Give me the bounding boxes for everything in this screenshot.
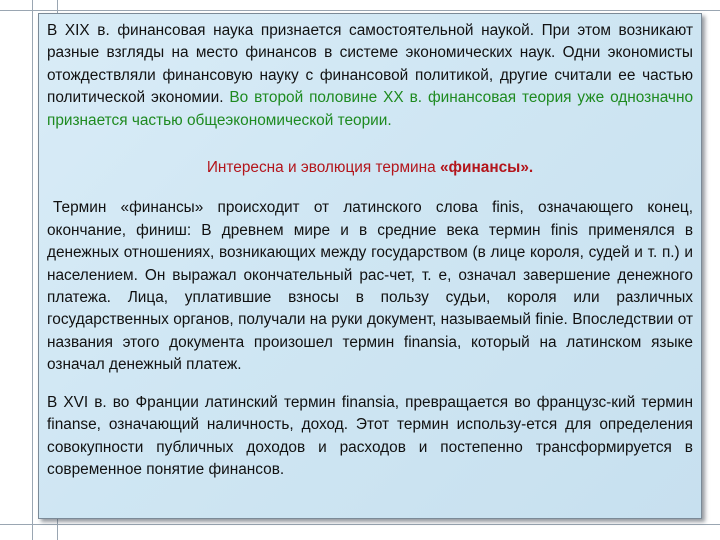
content-text-box xyxy=(38,13,702,519)
paragraph-2b-text: Лица, уплатившие взносы в пользу судьи, короля или различных государственных органов, получали на руки документ, называемый finie. xyxy=(47,289,694,329)
paragraph-2 xyxy=(47,197,693,376)
section-heading xyxy=(47,157,693,179)
paragraph-3 xyxy=(47,392,693,482)
vertical-rule-left xyxy=(32,0,33,540)
heading-term: «финансы». xyxy=(439,159,534,177)
paragraph-1-text: В XIX в. финансовая наука признается самостоятельной наукой. При этом возникают разные взгляды на место финансов в системе экономических наук. Одни экономисты отождествляли финансовую науку с финансовой политикой, другие считали ее частью политической экономии. xyxy=(47,22,693,107)
horizontal-rule-top xyxy=(0,10,720,11)
paragraph-1 xyxy=(47,20,693,132)
heading-prefix: Интересна и эволюция термина xyxy=(206,159,440,177)
horizontal-rule-bottom xyxy=(0,524,720,525)
paragraph-1-green-text: Во второй половине XX в. финансовая теория уже однозначно признается частью общеэкономической теории. xyxy=(47,89,694,129)
paragraph-2c-text: Впоследствии от названия этого документа произошел термин finansia, который на латинском языке означал денежный платеж. xyxy=(47,311,694,374)
paragraph-3-text: В XVI в. во Франции латинский термин finansia, превращается во французс-кий термин finanse, означающий наличность, доход. Этот термин использу-ется для определения совокупности публичных доходов и расходов и постепенно трансформируется в современное понятие финансов. xyxy=(47,393,693,478)
paragraph-2-text: Термин «финансы» происходит от латинского слова finis, означающего конец, окончание, финиш: В древнем мире и в средние века термин finis применялся в денежных отношениях, возникающих между государством (в лице короля, судей и т. п.) и населением. Он выражал окончательный рас-чет, т. е, означал завершение денежного платежа. xyxy=(47,199,693,307)
